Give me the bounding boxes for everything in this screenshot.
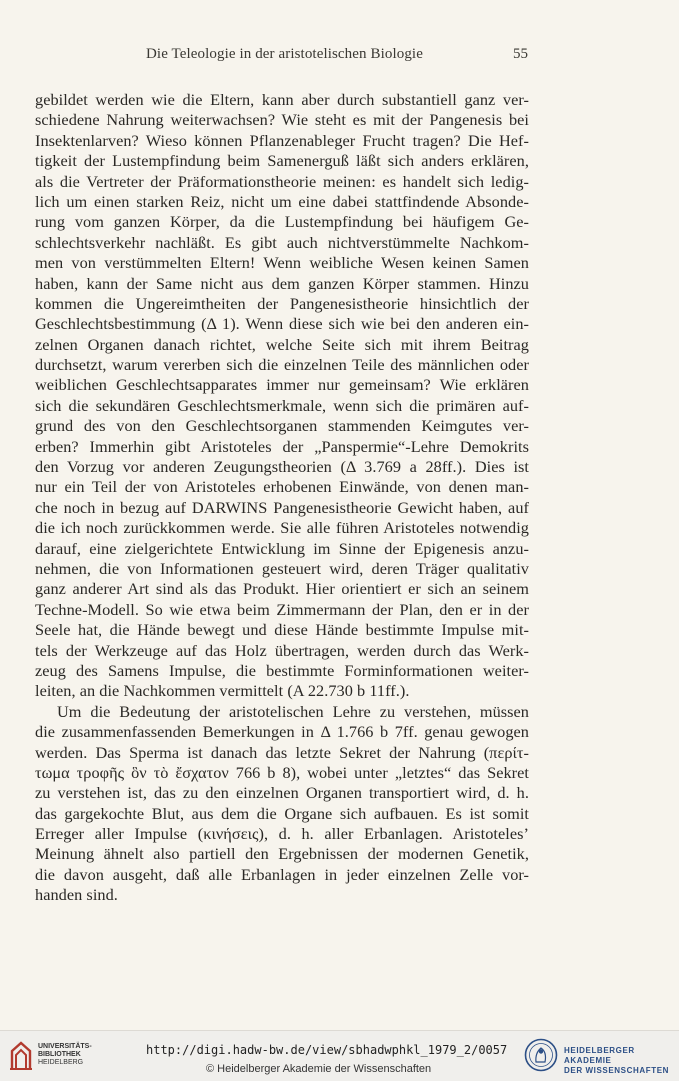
text-line: lich um einen starken Reiz, nicht um eine dabei stattfindende Absonde- xyxy=(35,191,529,211)
text-line: tels der Werkzeuge auf das Holz übertragen, werden durch das Werk- xyxy=(35,640,529,660)
text-line: leiten, an die Nachkommen vermittelt (A 22.730 b 11ff.). xyxy=(35,681,410,701)
text-line: nehmen, die von Informationen gesteuert wird, deren Träger qualitativ xyxy=(35,558,529,578)
text-line: che noch in bezug auf DARWINS Pangenesistheorie Gewicht haben, auf xyxy=(35,497,529,517)
text-line: grund des von den Geschlechtsorganen stammenden Keimgutes ver- xyxy=(35,416,529,436)
text-line: darauf, eine zielgerichtete Entwicklung im Sinne der Epigenesis anzu- xyxy=(35,538,529,558)
library-line: BIBLIOTHEK xyxy=(38,1051,81,1058)
text-line: das gargekochte Blut, aus dem die Organe sich aufbauen. Es ist somit xyxy=(35,803,529,823)
body-text xyxy=(35,90,529,906)
text-line: die ich noch zurückkommen werde. Sie alle führen Aristoteles notwendig xyxy=(35,518,529,538)
permalink-url[interactable]: http://digi.hadw-bw.de/view/sbhadwphkl_1979_2/0057 xyxy=(146,1043,508,1057)
text-line: ganz anderer Art sind als das Produkt. Hier orientiert er sich an seinem xyxy=(35,579,529,599)
text-line: als die Vertreter der Präformationstheorie meinen: es handelt sich ledig- xyxy=(35,171,529,191)
text-line: nur ein Teil der von Aristoteles erhobenen Einwände, von denen man- xyxy=(35,477,529,497)
text-line: Seele hat, die Hände bewegt und diese Hände bestimmte Impulse mit- xyxy=(35,620,529,640)
running-title: Die Teleologie in der aristotelischen Biologie xyxy=(146,46,423,62)
text-line: τωμα τροφῆς ὃν τὸ ἔσχατον 766 b 8), wobei unter „letztes“ das Sekret xyxy=(35,762,529,782)
library-line: HEIDELBERG xyxy=(38,1059,84,1066)
text-line: tigkeit der Lustempfindung beim Samenerguß läßt sich anders erklären, xyxy=(35,151,529,171)
copyright-notice: © Heidelberger Akademie der Wissenschaften xyxy=(206,1063,432,1075)
university-library-name xyxy=(38,1043,92,1067)
text-line: Insektenlarven? Wieso können Pflanzenableger Frucht tragen? Die Hef- xyxy=(35,130,529,150)
academy-line: HEIDELBERGER AKADEMIE xyxy=(564,1046,635,1065)
text-line: handen sind. xyxy=(35,885,118,905)
text-line: Geschlechtsbestimmung (Δ 1). Wenn diese sich wie bei den anderen ein- xyxy=(35,314,529,334)
text-line: zu verstehen ist, das zu den einzelnen Organen transportiert wird, d. h. xyxy=(35,783,529,803)
viewer-footer xyxy=(0,1030,679,1081)
text-line: Erreger aller Impulse (κινήσεις), d. h. aller Erbanlagen. Aristoteles’ xyxy=(35,824,529,844)
text-line: erben? Immerhin gibt Aristoteles der „Panspermie“-Lehre Demokrits xyxy=(35,436,529,456)
text-line: den Vorzug vor anderen Zeugungstheorien (Δ 3.769 a 28ff.). Dies ist xyxy=(35,457,529,477)
text-line: durchsetzt, warum vererben sich die einzelnen Teile des männlichen oder xyxy=(35,355,529,375)
running-head xyxy=(0,46,679,68)
text-line: die davon ausgeht, daß alle Erbanlagen in jeder einzelnen Zelle vor- xyxy=(35,864,529,884)
text-line: gebildet werden wie die Eltern, kann aber durch substantiell ganz ver- xyxy=(35,90,529,109)
text-line: sich die sekundären Geschlechtsmerkmale, wenn sich die primären auf- xyxy=(35,395,529,415)
library-line: UNIVERSITÄTS- xyxy=(38,1043,92,1050)
text-line: Um die Bedeutung der aristotelischen Lehre zu verstehen, müssen xyxy=(57,701,529,721)
text-line: men von verstümmelten Eltern! Wenn weibliche Wesen keinen Samen xyxy=(35,253,529,273)
text-line: weiblichen Geschlechtsapparates immer nur gemeinsam? Wie erklären xyxy=(35,375,529,395)
university-library-logo-icon xyxy=(8,1041,34,1071)
text-line: werden. Das Sperma ist danach das letzte Sekret der Nahrung (περίτ- xyxy=(35,742,529,762)
page-number: 55 xyxy=(513,46,528,62)
academy-seal-icon xyxy=(524,1038,558,1072)
text-line: die zusammenfassenden Bemerkungen in Δ 1.766 b 7ff. genau gewogen xyxy=(35,722,529,742)
text-line: schlechtsverkehr nachläßt. Es gibt auch nichtverstümmelte Nachkom- xyxy=(35,232,529,252)
text-line: schiedene Nahrung weiterwachsen? Wie steht es mit der Pangenesis bei xyxy=(35,110,529,130)
text-line: zelnen Organen danach richtet, welche Seite sich mit ihrem Beitrag xyxy=(35,334,529,354)
text-line: Techne-Modell. So wie etwa beim Zimmermann der Plan, den er in der xyxy=(35,599,529,619)
text-line: haben, kann der Same nicht aus dem ganzen Körper stammen. Hinzu xyxy=(35,273,529,293)
text-line: zeug des Samens Impulse, die bestimmte Forminformationen weiter- xyxy=(35,660,529,680)
academy-name xyxy=(564,1046,679,1076)
text-line: kommen die Ungereimtheiten der Pangenesistheorie hinsichtlich der xyxy=(35,293,529,313)
academy-line: DER WISSENSCHAFTEN xyxy=(564,1066,670,1075)
text-line: rung vom ganzen Körper, da die Lustempfindung bei häufigem Ge- xyxy=(35,212,529,232)
text-line: Meinung ähnelt also partiell den Ergebnissen der modernen Genetik, xyxy=(35,844,529,864)
